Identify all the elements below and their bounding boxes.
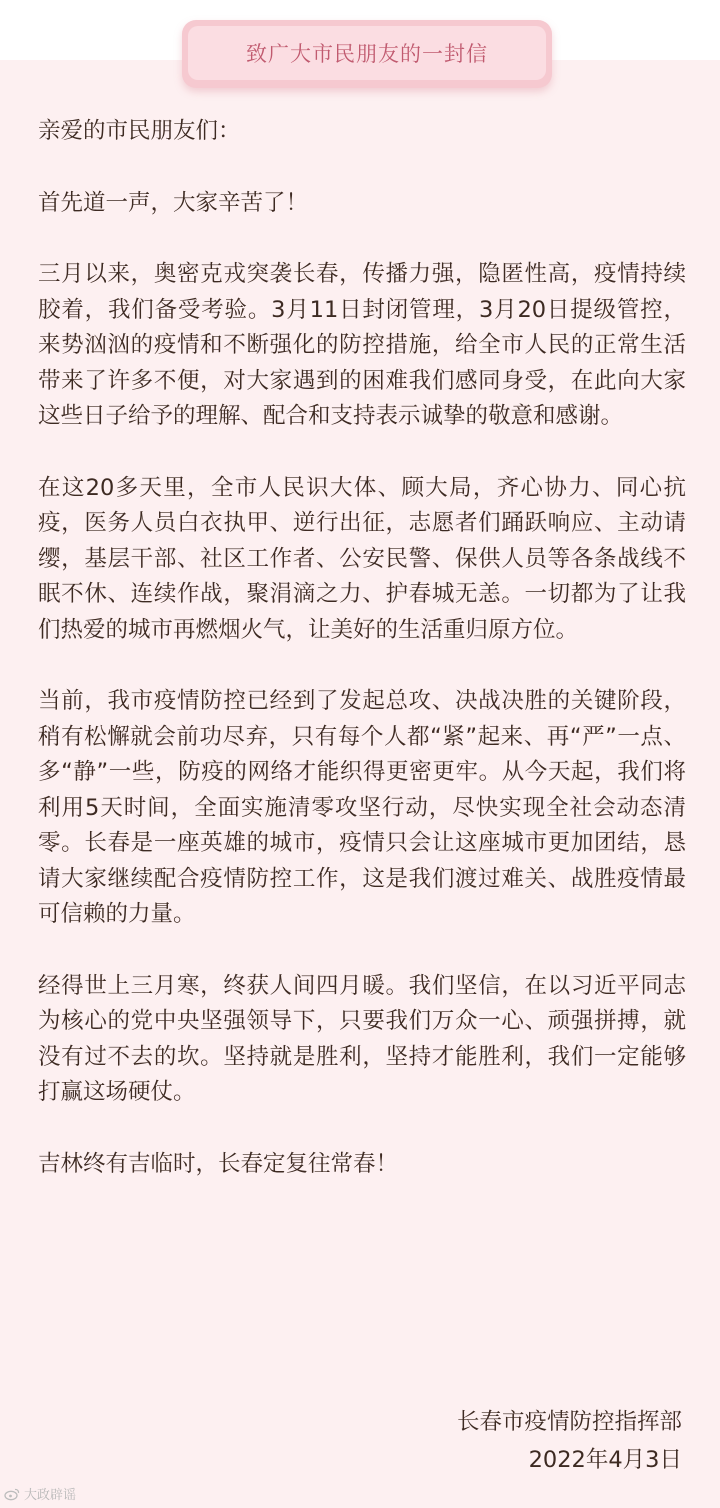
weibo-icon	[4, 1487, 20, 1501]
paragraph: 当前，我市疫情防控已经到了发起总攻、决战决胜的关键阶段，稍有松懈就会前功尽弃，只有每个人都“紧”起来、再“严”一点、多“静”一些，防疫的网络才能织得更密更牢。从今天起，我们将利用5天时间，全面实施清零攻坚行动，尽快实现全社会动态清零。长春是一座英雄的城市，疫情只会让这座城市更加团结，恳请大家继续配合疫情防控工作，这是我们渡过难关、战胜疫情最可信赖的力量。	[38, 688, 686, 927]
signature-org: 长春市疫情防控指挥部	[456, 1409, 682, 1435]
paragraph: 在这20多天里，全市人民识大体、顾大局，齐心协力、同心抗疫，医务人员白衣执甲、逆行出征，志愿者们踊跃响应、主动请缨，基层干部、社区工作者、公安民警、保供人员等各条战线不眠不休、连续作战，聚涓滴之力、护春城无恙。一切都为了让我们热爱的城市再燃烟火气，让美好的生活重归原方位。	[38, 474, 686, 643]
paragraph: 经得世上三月寒，终获人间四月暖。我们坚信，在以习近平同志为核心的党中央坚强领导下，只要我们万众一心、顽强拼搏，就没有过不去的坎。坚持就是胜利，坚持才能胜利，我们一定能够打赢这场硬仗。	[38, 972, 686, 1105]
closing-line: 吉林终有吉临时，长春定复往常春！	[38, 1150, 399, 1177]
title-banner	[182, 20, 552, 88]
paragraph: 三月以来，奥密克戎突袭长春，传播力强，隐匿性高，疫情持续胶着，我们备受考验。3月11日封闭管理，3月20日提级管控，来势汹汹的疫情和不断强化的防控措施，给全市人民的正常生活带来了许多不便，对大家遇到的困难我们感同身受，在此向大家这些日子给予的理解、配合和支持表示诚挚的敬意和感谢。	[38, 261, 686, 429]
letter-title: 致广大市民朋友的一封信	[246, 42, 488, 66]
letter-body	[38, 114, 686, 1182]
signature-block	[457, 1403, 682, 1479]
watermark	[4, 1484, 76, 1503]
signature-date: 2022年4月3日	[528, 1447, 682, 1473]
salutation: 亲爱的市民朋友们：	[38, 118, 241, 144]
paragraph: 首先道一声，大家辛苦了！	[38, 189, 309, 216]
watermark-text: 大政辟谣	[24, 1488, 77, 1503]
title-banner-inner	[188, 26, 546, 80]
